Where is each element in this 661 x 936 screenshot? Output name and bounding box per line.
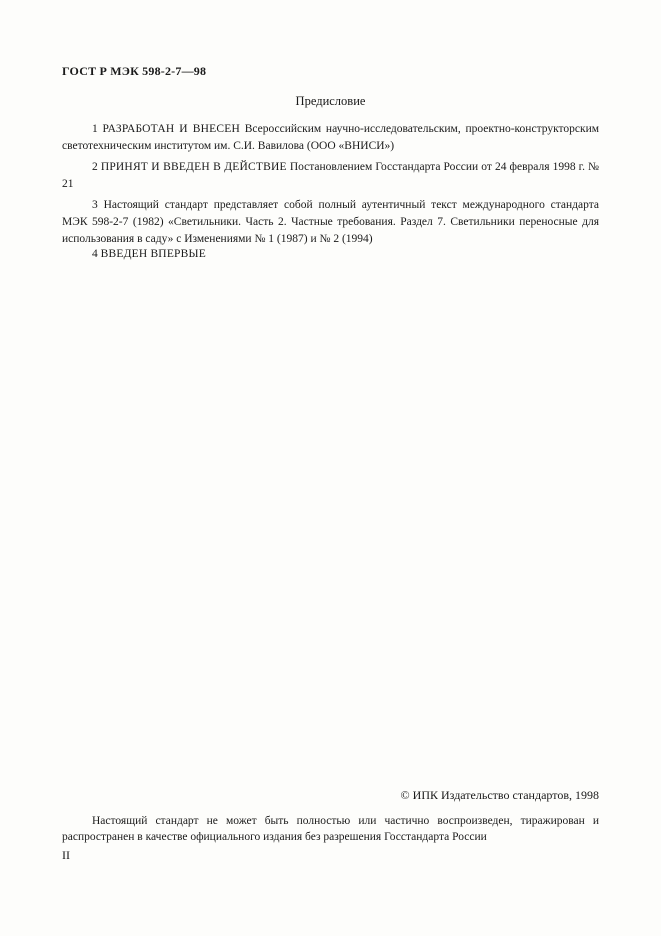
preface-item-3 xyxy=(62,197,599,248)
copyright-line: © ИПК Издательство стандартов, 1998 xyxy=(400,788,599,802)
item-caps-text: ПРИНЯТ И ВВЕДЕН В ДЕЙСТВИЕ xyxy=(100,161,287,173)
document-header: ГОСТ Р МЭК 598-2-7—98 xyxy=(62,64,207,78)
preface-title: Предисловие xyxy=(295,94,366,108)
item-text: Постановлением Госстандарта России от 24 февраля 1998 г. № 21 xyxy=(62,161,600,190)
preface-item-1 xyxy=(62,121,599,155)
item-number: 4 xyxy=(92,248,98,260)
preface-item-4 xyxy=(62,246,599,263)
page-number: II xyxy=(62,848,70,862)
item-number: 2 xyxy=(92,161,98,173)
item-caps-text: ВВЕДЕН ВПЕРВЫЕ xyxy=(100,248,206,260)
item-caps-text: РАЗРАБОТАН И ВНЕСЕН xyxy=(102,123,240,135)
preface-item-2 xyxy=(62,159,599,193)
item-number: 1 xyxy=(92,123,98,135)
item-text: Настоящий стандарт представляет собой полный аутентичный текст международного стандарта МЭК 598-2-7 (1982) «Светильники. Часть 2. Частные требования. Раздел 7. Светильники переносные для использования в саду» с Изменениями № 1 (1987) и № 2 (1994) xyxy=(62,199,599,245)
item-number: 3 xyxy=(92,199,98,211)
reproduction-notice: Настоящий стандарт не может быть полностью или частично воспроизведен, тиражирован и распространен в качестве официального издания без разрешения Госстандарта России xyxy=(62,815,599,843)
item-text: Всероссийским научно-исследовательским, проектно-конструкторским светотехническим институтом им. С.И. Вавилова (ООО «ВНИСИ») xyxy=(62,123,600,152)
